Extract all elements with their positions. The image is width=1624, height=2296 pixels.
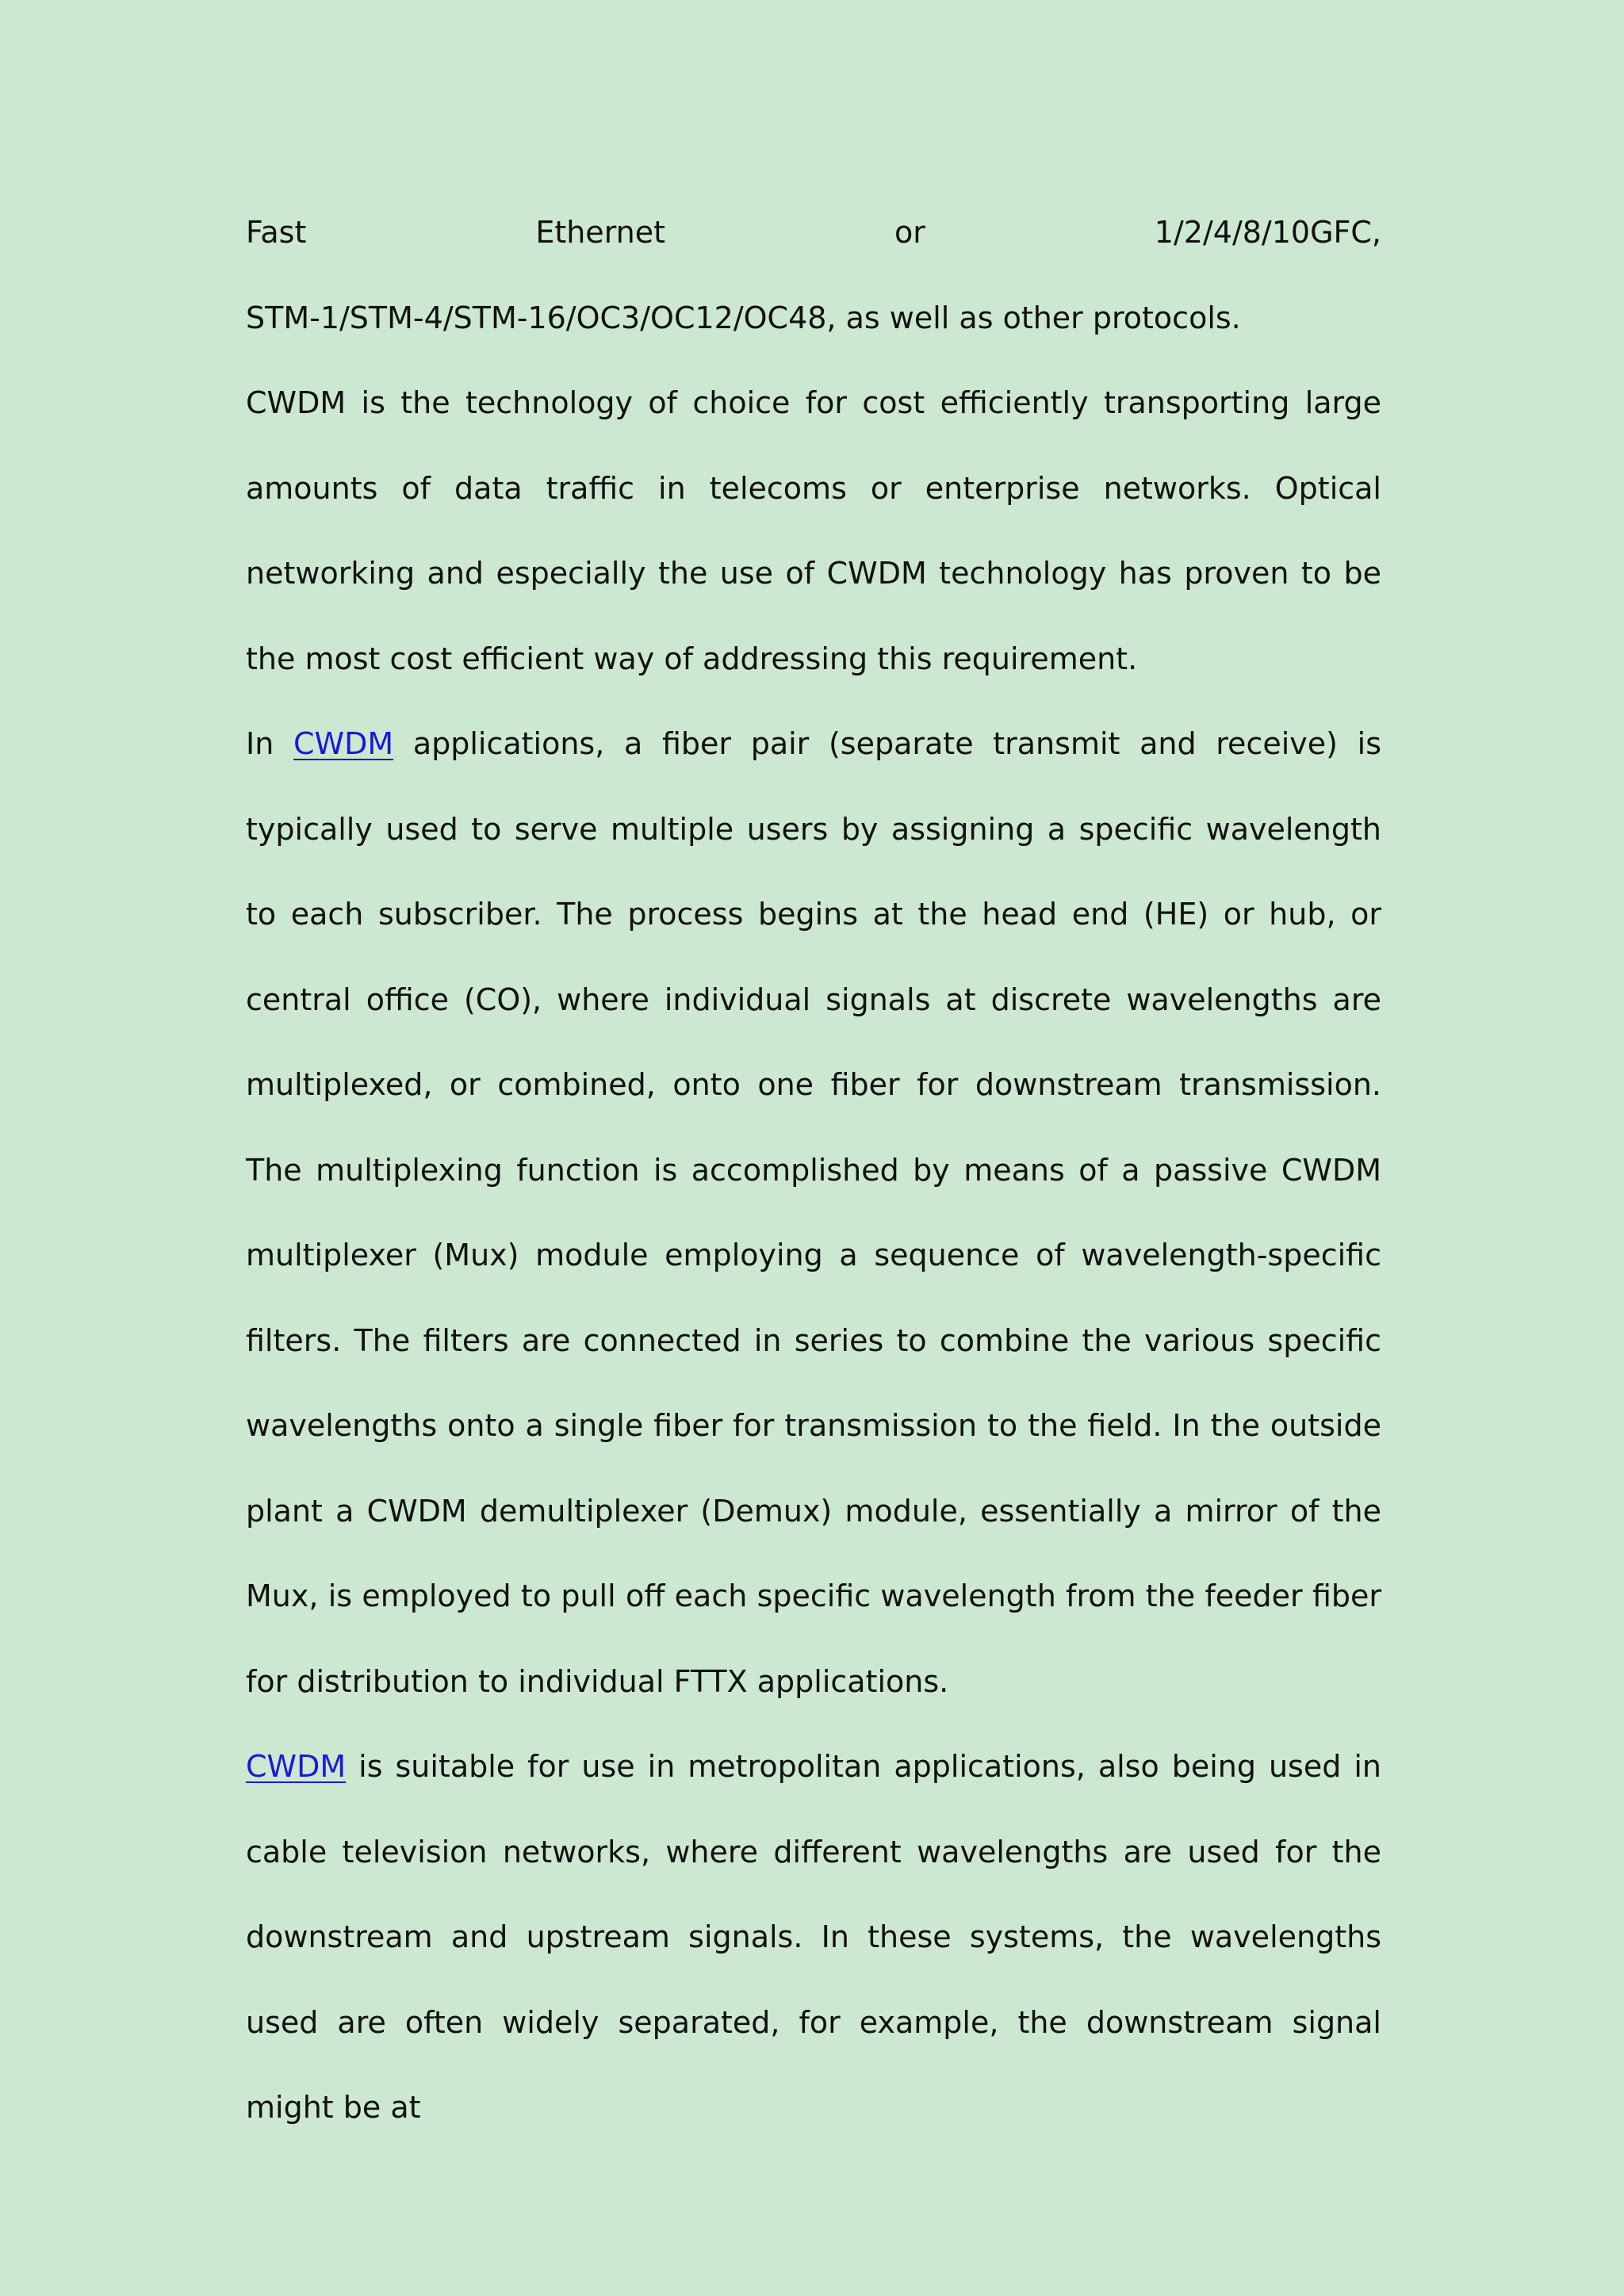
- paragraph-cwdm-metropolitan: [246, 1724, 1381, 2151]
- document-page: [246, 190, 1381, 2151]
- paragraph-body-2: is suitable for use in metropolitan applications, also being used in cable television networks, where different wavelengths are used for the downstream and upstream signals. In these systems, the wavelengths used are often widely separated, for example, the downstream signal might be at: [246, 1749, 1381, 2125]
- cwdm-link[interactable]: CWDM: [293, 726, 394, 761]
- paragraph-cwdm-technology: CWDM is the technology of choice for cost efficiently transporting large amounts of data traffic in telecoms or enterprise networks. Optical networking and especially the use of CWDM technology has proven to be the most cost efficient way of addressing this requirement.: [246, 385, 1381, 676]
- cwdm-link-2[interactable]: CWDM: [246, 1749, 347, 1784]
- paragraph-cwdm-applications: [246, 702, 1381, 1724]
- paragraph-prefix: In: [246, 726, 293, 761]
- paragraph-body: applications, a fiber pair (separate transmit and receive) is typically used to serve multiple users by assigning a specific wavelength to each subscriber. The process begins at the head end (HE) or hub, or central office (CO), where individual signals at discrete wavelengths are multiplexed, or combined, onto one fiber for downstream transmission. The multiplexing function is accomplished by means of a passive CWDM multiplexer (Mux) module employing a sequence of wavelength-specific filters. The filters are connected in series to combine the various specific wavelengths onto a single fiber for transmission to the field. In the outside plant a CWDM demultiplexer (Demux) module, essentially a mirror of the Mux, is employed to pull off each specific wavelength from the feeder fiber for distribution to individual FTTX applications.: [246, 726, 1381, 1699]
- protocols-line-2: STM-1/STM-4/STM-16/OC3/OC12/OC48, as well as other protocols.: [246, 300, 1241, 335]
- protocols-line-1: Fast Ethernet or 1/2/4/8/10GFC,: [246, 215, 1381, 250]
- paragraph-protocols: [246, 190, 1381, 361]
